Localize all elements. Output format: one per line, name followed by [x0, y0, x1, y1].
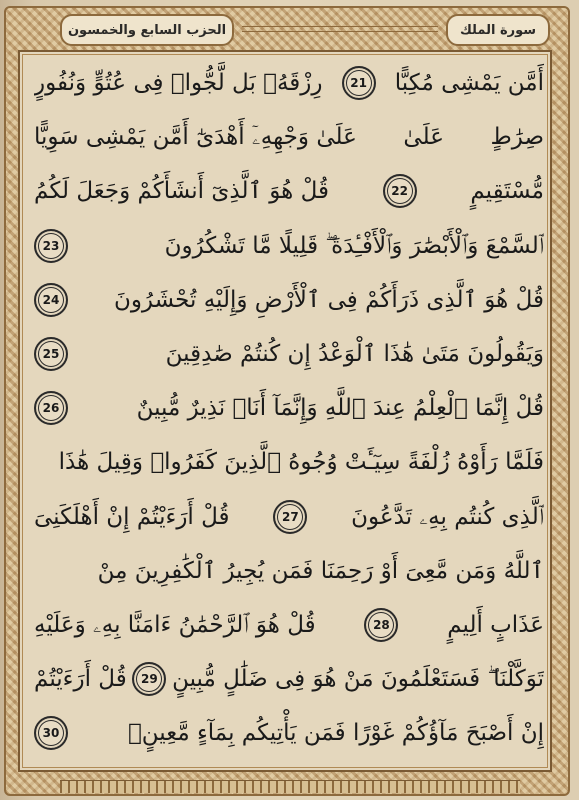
verse-text: قُلْ أَرَءَيْتُمْ إِنْ أَهْلَكَنِىَ: [34, 503, 230, 530]
verse-line: [34, 708, 544, 758]
verse-text: أَمَّن يَمْشِى مُكِبًّا: [394, 70, 544, 96]
ayah-number-marker: 21: [342, 66, 376, 100]
verse-text: إِنْ أَصْبَحَ مَآؤُكُمْ غَوْرًا فَمَن يَأْتِيكُم بِمَآءٍ مَّعِينٍۭ: [127, 720, 544, 747]
verse-line: [34, 275, 544, 325]
ayah-number-marker: 25: [34, 337, 68, 371]
page-header: [20, 14, 550, 46]
verse-line: [34, 600, 544, 650]
verse-text: تَوَكَّلْنَا ۖ فَسَتَعْلَمُونَ مَنْ هُوَ فِى ضَلَٰلٍ مُّبِينٍ: [172, 666, 544, 693]
verse-line: [34, 492, 544, 542]
verse-line: [34, 546, 544, 596]
verse-line: [34, 383, 544, 433]
surah-name-label: سورة الملك: [446, 14, 550, 46]
ayah-number-marker: 22: [383, 174, 417, 208]
verse-text: قُلْ هُوَ ٱلرَّحْمَٰنُ ءَامَنَّا بِهِۦ وَعَلَيْهِ: [34, 612, 316, 638]
bottom-ornament: [60, 780, 520, 793]
verse-line: [34, 437, 544, 487]
verse-line: [34, 221, 544, 271]
ayah-number-marker: 27: [273, 500, 307, 534]
verse-text: صِرَٰطٍ: [490, 124, 544, 151]
header-divider: [242, 26, 438, 32]
verse-text: ٱلسَّمْعَ وَٱلْأَبْصَٰرَ وَٱلْأَفْـِٔدَةَ ۖ قَلِيلًا مَّا تَشْكُرُونَ: [164, 232, 544, 259]
verse-line: [34, 166, 544, 216]
verse-text: وَيَقُولُونَ مَتَىٰ هَٰذَا ٱلْوَعْدُ إِن كُنتُمْ صَٰدِقِينَ: [165, 341, 544, 367]
verse-text: عَلَىٰ وَجْهِهِۦٓ أَهْدَىٰٓ أَمَّن يَمْشِى سَوِيًّا: [34, 124, 357, 151]
ayah-number-marker: 30: [34, 716, 68, 750]
verse-text: قُلْ هُوَ ٱلَّذِىٓ أَنشَأَكُمْ وَجَعَلَ لَكُمُ: [34, 178, 329, 205]
verse-line: [34, 654, 544, 704]
hizb-label: الحزب السابع والخمسون: [60, 14, 234, 46]
verse-text: قُلْ هُوَ ٱلَّذِى ذَرَأَكُمْ فِى ٱلْأَرْضِ وَإِلَيْهِ تُحْشَرُونَ: [113, 286, 544, 313]
verse-text: فَلَمَّا رَأَوْهُ زُلْفَةً سِيٓـَٔتْ وُجُوهُ ٱلَّذِينَ كَفَرُوا۟ وَقِيلَ هَٰذَا: [58, 449, 544, 476]
verse-text: ٱللَّهُ وَمَن مَّعِىَ أَوْ رَحِمَنَا فَمَن يُجِيرُ ٱلْكَٰفِرِينَ مِنْ: [97, 557, 544, 584]
verse-text: رِزْقَهُۥ بَل لَّجُّوا۟ فِى عُتُوٍّ وَنُفُورٍ: [34, 70, 323, 96]
verse-text: قُلْ أَرَءَيْتُمْ: [34, 666, 127, 693]
verse-line: [34, 112, 544, 162]
verse-text: مُّسْتَقِيمٍ: [470, 178, 544, 205]
verse-text: عَذَابٍ أَلِيمٍ: [447, 612, 544, 638]
ayah-number-marker: 24: [34, 283, 68, 317]
verse-text: ٱلَّذِى كُنتُم بِهِۦ تَدَّعُونَ: [351, 503, 544, 530]
ayah-number-marker: 23: [34, 229, 68, 263]
verse-line: [34, 329, 544, 379]
verse-line: [34, 58, 544, 108]
ayah-number-marker: 29: [132, 662, 166, 696]
verse-text: عَلَىٰ: [403, 124, 444, 151]
verse-lines: [34, 58, 544, 768]
ayah-number-marker: 26: [34, 391, 68, 425]
verse-text: قُلْ إِنَّمَا ٱلْعِلْمُ عِندَ ٱللَّهِ وَإِنَّمَآ أَنَا۠ نَذِيرٌ مُّبِينٌ: [136, 395, 544, 422]
ayah-number-marker: 28: [364, 608, 398, 642]
